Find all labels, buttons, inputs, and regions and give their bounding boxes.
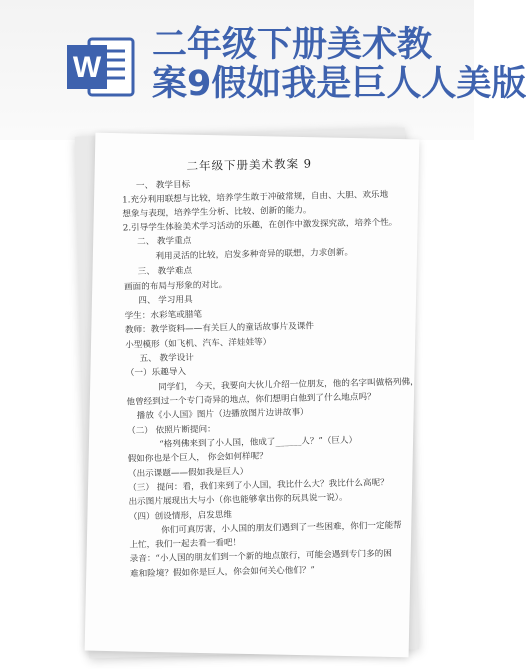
document-line: 播放《小人国》图片（边播放图片边讲故事）	[136, 407, 309, 422]
document-line: 小型模形（如飞机、汽车、洋娃娃等）	[125, 337, 272, 351]
document-line: （二） 依照片断提问：	[126, 424, 216, 437]
document-line: 假如你也是个巨人， 你会如何样呢？	[127, 451, 268, 465]
document-line: 二、 教学重点	[136, 236, 192, 248]
word-icon-letter: W	[72, 51, 102, 84]
document-line: （出示课题——假如我是巨人）	[127, 466, 249, 480]
document-line: 出示图片展现出大与小（你也能够拿出你的玩具说一说）。	[128, 492, 348, 508]
document-line: “格列佛来到了小人国，他成了______人？”（巨人）	[159, 435, 358, 450]
document-line: 学生：水彩笔或腊笔	[124, 309, 203, 322]
banner-title-line2: 案9假如我是巨人人美版	[152, 64, 526, 104]
document-line: 一、 教学目标	[135, 180, 191, 192]
document-line: （一）乐趣导入	[125, 367, 187, 379]
document-line: 2.引导学生体验美术学习活动的乐趣，在创作中激发探究欲，培养个性。	[122, 217, 398, 234]
document-line: （三） 提问：看，我们来到了小人国，我比什么大？我比什么高呢？	[128, 477, 389, 494]
document-line: 同学们， 今天，我要向大伙儿介绍一位朋友，他的名字叫做格列佛，	[158, 377, 419, 393]
document-line: 教师：教学资料——有关巨人的童话故事片及课件	[124, 321, 315, 336]
document-line: 他曾经到过一个专门奇异的地点，你们想明白他到了什么地点吗？	[126, 392, 376, 408]
document-line: 录音：“小人国的朋友们到一个新的地点旅行，可能会遇到专门多的困	[129, 548, 393, 565]
document-line: 想象与表现，培养学生分析、比较、创新的能力。	[122, 205, 312, 220]
document-line: 四、 学习用具	[138, 295, 193, 307]
document-line: 你们可真厉害，小人国的朋友们遇到了一些困难，你们一定能帮	[161, 520, 402, 536]
document-line: 1.充分利用联想与比较，培养学生敢于冲破常规，自由、大胆、欢乐地	[122, 189, 389, 206]
document-line: 三、 教学难点	[137, 266, 193, 278]
document-line: 画面的布局与形象的对比。	[123, 280, 228, 293]
document-line: 五、 教学设计	[139, 353, 194, 365]
document-line: 利用灵活的比较，启发多种奇异的联想，力求创新。	[155, 247, 354, 262]
document-line: （四）创设情形，启发思维	[128, 510, 233, 523]
banner-title-line1: 二年级下册美术教	[152, 25, 433, 65]
document-line: 难和险境？假如你是巨人，你会如何关心他们？”	[129, 565, 315, 580]
document-line: 上忙，我们一起去看一看吧！	[129, 538, 242, 551]
document-title: 二年级下册美术教案 9	[186, 156, 313, 174]
